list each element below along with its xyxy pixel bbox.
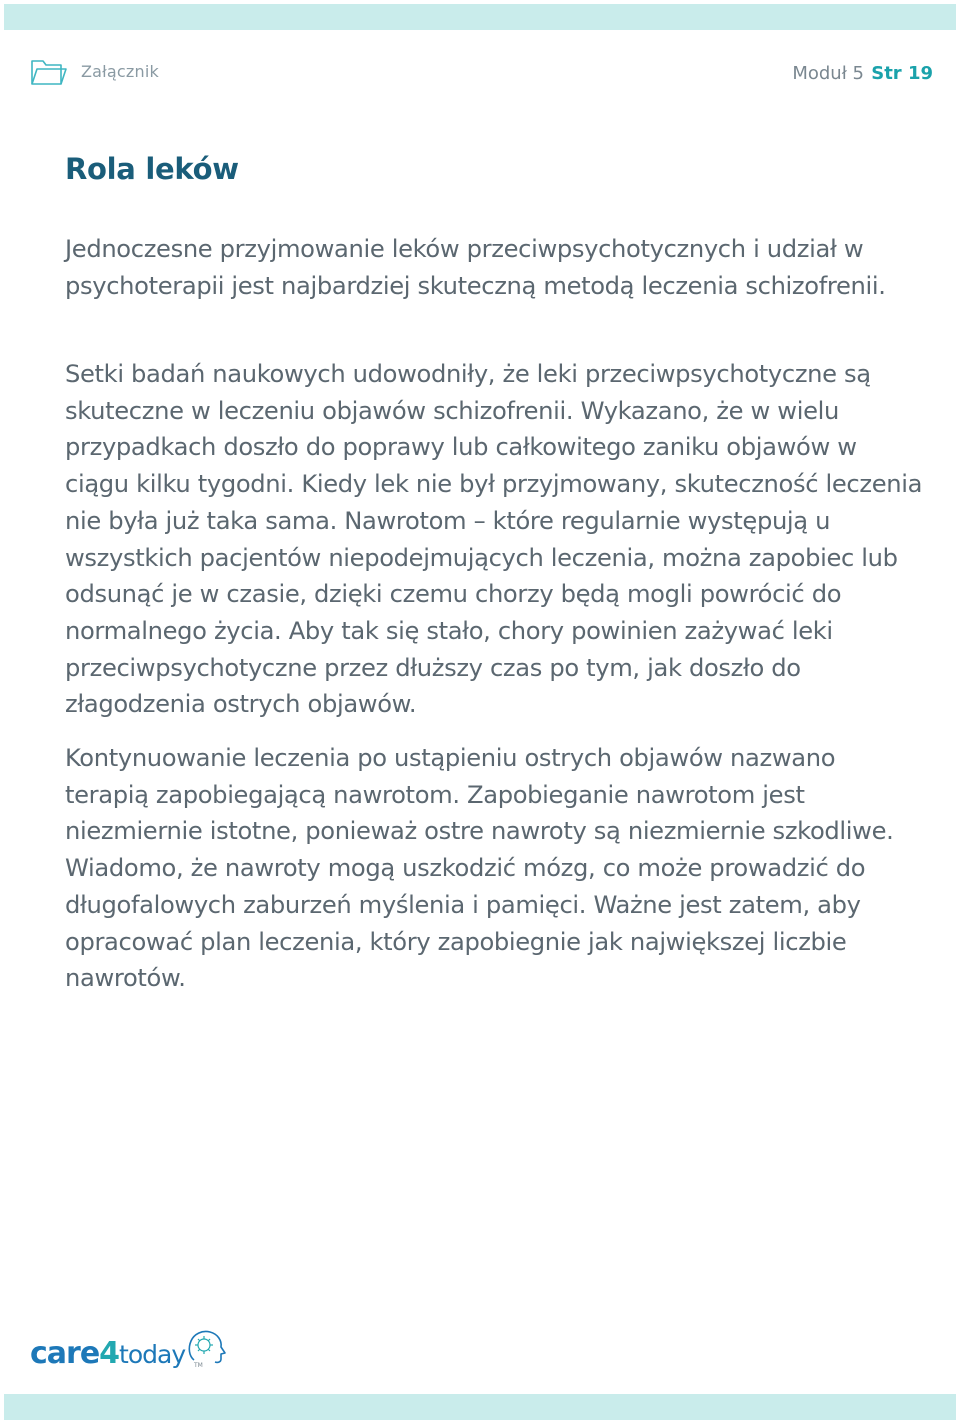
paragraph-prevention: Kontynuowanie leczenia po ustąpieniu ostrych objawów nazwano terapią zapobiegającą nawrotom. Zapobieganie nawrotom jest niezmiernie istotne, ponieważ ostre nawroty są niezmiernie szkodliwe. Wiadomo, że nawroty mogą uszkodzić mózg, co może prowadzić do długofalowych zaburzeń myślenia i pamięci. Ważne jest zatem, aby opracować plan leczenia, który zapobiegnie jak największej liczbie nawrotów. [65,744,894,993]
trademark-mark: TM [194,1362,203,1369]
section-label: Załącznik [81,62,159,81]
bottom-decorative-strip [4,1394,956,1420]
module-label: Moduł 5 [792,63,864,84]
page-number: Str 19 [871,63,933,84]
care4today-logo [30,1326,230,1378]
folder-icon [30,56,68,88]
page-title: Rola leków [65,152,239,186]
paragraph-research: Setki badań naukowych udowodniły, że leki przeciwpsychotyczne są skuteczne w leczeniu objawów schizofrenii. Wykazano, że w wielu przypadkach doszło do poprawy lub całkowitego zaniku objawów w ciągu kilku tygodni. Kiedy lek nie był przyjmowany, skuteczność leczenia nie była już taka sama. Nawrotom – które regularnie występują u wszystkich pacjentów niepodejmujących leczenia, można zapobiec lub odsunąć je w czasie, dzięki czemu chorzy będą mogli powrócić do normalnego życia. Aby tak się stało, chory powinien zażywać leki przeciwpsychotyczne przez dłuższy czas po tym, jak doszło do złagodzenia ostrych objawów. [65,360,923,719]
paragraph-intro: Jednoczesne przyjmowanie leków przeciwpsychotycznych i udział w psychoterapii jest najbardziej skuteczną metodą leczenia schizofrenii. [65,235,886,300]
head-icon [180,1326,230,1366]
page-header [0,54,960,94]
top-decorative-strip [4,4,956,30]
logo-wordmark: care4today [30,1336,186,1371]
